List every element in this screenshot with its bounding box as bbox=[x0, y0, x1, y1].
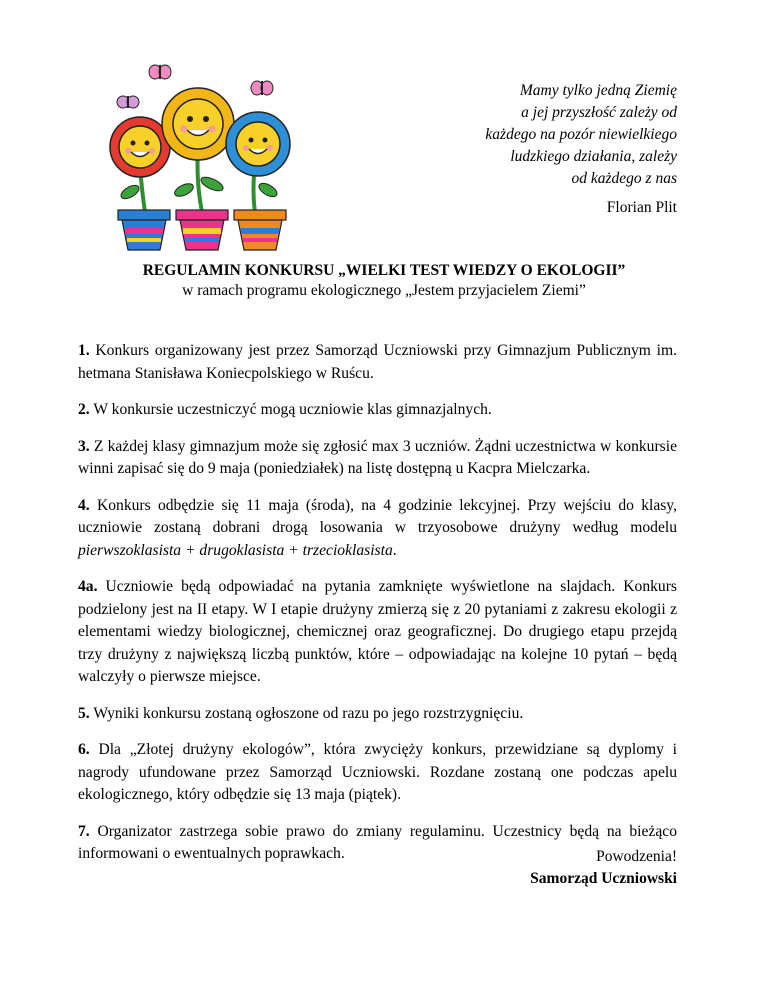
rule-paragraph bbox=[78, 340, 677, 385]
rule-number: 4a. bbox=[78, 578, 98, 595]
three-flowers-in-pots-with-butterflies-illustration bbox=[100, 62, 310, 252]
butterfly-icon bbox=[149, 65, 171, 79]
butterfly-icon bbox=[251, 81, 273, 95]
quote-line: ludzkiego działania, zależy bbox=[510, 148, 677, 165]
quote-line: od każdego z nas bbox=[571, 170, 677, 187]
rule-text: Dla „Złotej drużyny ekologów”, która zwycięży konkurs, przewidziane są dyplomy i nagrody ufundowane przez Samorząd Uczniowski. Rozdane zostaną one podczas apelu ekologicznego, który odbędzie się 13 maja (piątek). bbox=[78, 741, 677, 803]
flower-pot bbox=[234, 210, 286, 250]
rule-paragraph bbox=[78, 495, 677, 563]
document-subtitle: w ramach programu ekologicznego „Jestem przyjacielem Ziemi” bbox=[182, 282, 586, 299]
rule-text: Uczniowie będą odpowiadać na pytania zamknięte wyświetlone na slajdach. Konkurs podzielony jest na II etapy. W I etapie drużyny zmierzą się z 20 pytaniami z zakresu ekologii z elementami wiedzy biologicznej, chemicznej oraz geograficznej. Do drugiego etapu przejdą trzy drużyny z największą liczbą punktów, które – odpowiadając na kolejne 10 pytań – będą walczyły o pierwsze miejsce. bbox=[78, 578, 677, 685]
rule-paragraph bbox=[78, 399, 677, 422]
rule-text-end: . bbox=[392, 541, 397, 559]
rule-number: 3. bbox=[78, 437, 90, 455]
rule-text: Organizator zastrzega sobie prawo do zmiany regulaminu. Uczestnicy będą na bieżąco informowani o ewentualnych poprawkach. bbox=[78, 822, 677, 862]
document-title: REGULAMIN KONKURSU „WIELKI TEST WIEDZY O EKOLOGII” bbox=[142, 262, 626, 279]
rule-number: 1. bbox=[78, 342, 90, 359]
rule-number: 6. bbox=[78, 741, 90, 758]
rule-text: Z każdej klasy gimnazjum może się zgłosić max 3 uczniów. Żądni uczestnictwa w konkursie winni zapisać się do 9 maja (poniedziałek) na listę dostępną u Kacpra Mielczarka. bbox=[78, 437, 677, 477]
closing-greeting: Powodzenia! bbox=[596, 848, 677, 865]
rule-paragraph bbox=[78, 576, 677, 689]
rule-number: 4. bbox=[78, 496, 90, 514]
quote-line: każdego na pozór niewielkiego bbox=[485, 126, 677, 143]
motto-quote bbox=[377, 80, 677, 190]
butterfly-icon bbox=[117, 96, 139, 108]
quote-line: a jej przyszłość zależy od bbox=[521, 104, 677, 121]
rule-number: 5. bbox=[78, 704, 90, 722]
rule-text: Konkurs organizowany jest przez Samorząd Uczniowski przy Gimnazjum Publicznym im. hetmana Stanisława Koniecpolskiego w Ruścu. bbox=[78, 342, 677, 382]
rules-list bbox=[78, 340, 677, 880]
rule-model-italic: pierwszoklasista + drugoklasista + trzecioklasista bbox=[78, 541, 393, 559]
rule-text: Wyniki konkursu zostaną ogłoszone od razu po jego rozstrzygnięciu. bbox=[89, 704, 524, 722]
rule-paragraph bbox=[78, 703, 677, 726]
quote-line: Mamy tylko jedną Ziemię bbox=[519, 82, 677, 99]
rule-number: 7. bbox=[78, 822, 90, 840]
rule-paragraph bbox=[78, 739, 677, 807]
rule-text: Konkurs odbędzie się 11 maja (środa), na 4 godzinie lekcyjnej. Przy wejściu do klasy, uczniowie zostaną dobrani drogą losowania w trzyosobowe drużyny według modelu bbox=[78, 496, 677, 536]
quote-author: Florian Plit bbox=[606, 199, 677, 216]
closing-signature: Samorząd Uczniowski bbox=[530, 870, 677, 887]
rule-paragraph bbox=[78, 436, 677, 481]
rule-text: W konkursie uczestniczyć mogą uczniowie klas gimnazjalnych. bbox=[89, 401, 492, 418]
flower-pot bbox=[118, 210, 170, 250]
flower-pot bbox=[176, 210, 228, 250]
closing-block bbox=[530, 846, 677, 890]
rule-number: 2. bbox=[78, 401, 90, 418]
